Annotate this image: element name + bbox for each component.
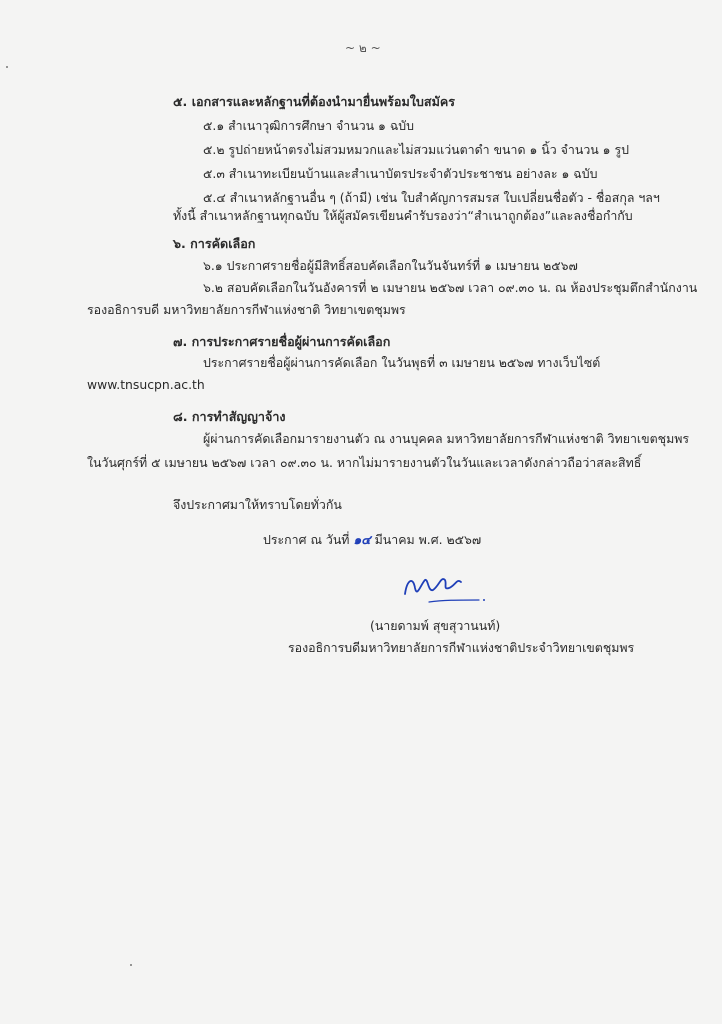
section6-item-1: ๖.๑ ประกาศรายชื่อผู้มีสิทธิ์สอบคัดเลือกในวันจันทร์ที่ ๑ เมษายน ๒๕๖๗ — [203, 258, 578, 273]
announce-suffix: มีนาคม พ.ศ. ๒๕๖๗ — [374, 532, 482, 547]
section6-item-2-line2: รองอธิการบดี มหาวิทยาลัยการกีฬาแห่งชาติ วิทยาเขตชุมพร — [87, 302, 406, 317]
closing-text: จึงประกาศมาให้ทราบโดยทั่วกัน — [173, 497, 342, 512]
announce-line — [263, 532, 481, 548]
section8-line1: ผู้ผ่านการคัดเลือกมารายงานตัว ณ งานบุคคล มหาวิทยาลัยการกีฬาแห่งชาติ วิทยาเขตชุมพร — [203, 431, 690, 446]
signer-name: (นายดามพ์ สุขสุวานนท์) — [370, 618, 501, 633]
section6-heading: ๖. การคัดเลือก — [173, 236, 256, 251]
section5-item-2: ๕.๒ รูปถ่ายหน้าตรงไม่สวมหมวกและไม่สวมแว่นตาดำ ขนาด ๑ นิ้ว จำนวน ๑ รูป — [203, 142, 630, 157]
section7-heading: ๗. การประกาศรายชื่อผู้ผ่านการคัดเลือก — [173, 334, 391, 349]
signer-position: รองอธิการบดีมหาวิทยาลัยการกีฬาแห่งชาติประจำวิทยาเขตชุมพร — [288, 640, 635, 655]
section5-note: ทั้งนี้ สำเนาหลักฐานทุกฉบับ ให้ผู้สมัครเขียนคำรับรองว่า“สำเนาถูกต้อง”และลงชื่อกำกับ — [173, 208, 633, 223]
section6-item-2-line1: ๖.๒ สอบคัดเลือกในวันอังคารที่ ๒ เมษายน ๒๕๖๗ เวลา ๐๙.๓๐ น. ณ ห้องประชุมตึกสำนักงาน — [203, 280, 698, 295]
scan-speck — [6, 66, 8, 68]
section7-line1: ประกาศรายชื่อผู้ผ่านการคัดเลือก ในวันพุธที่ ๓ เมษายน ๒๕๖๗ ทางเว็บไซต์ — [203, 355, 601, 370]
section8-line2: ในวันศุกร์ที่ ๕ เมษายน ๒๕๖๗ เวลา ๐๙.๓๐ น. หากไม่มารายงานตัวในวันและเวลาดังกล่าวถือว่าสละสิทธิ์ — [87, 455, 642, 470]
section7-line2: www.tnsucpn.ac.th — [87, 377, 205, 392]
section5-item-3: ๕.๓ สำเนาทะเบียนบ้านและสำเนาบัตรประจำตัวประชาชน อย่างละ ๑ ฉบับ — [203, 166, 598, 181]
section8-heading: ๘. การทำสัญญาจ้าง — [173, 409, 286, 424]
announce-day-handwritten: ๑๔ — [353, 532, 371, 547]
page-number: ~ ๒ ~ — [345, 41, 381, 55]
section5-item-4: ๕.๔ สำเนาหลักฐานอื่น ๆ (ถ้ามี) เช่น ใบสำคัญการสมรส ใบเปลี่ยนชื่อตัว - ชื่อสกุล ฯลฯ — [203, 190, 660, 205]
section5-heading: ๕. เอกสารและหลักฐานที่ต้องนำมายื่นพร้อมใบสมัคร — [173, 94, 456, 109]
announce-prefix: ประกาศ ณ วันที่ — [263, 532, 350, 547]
section5-item-1: ๕.๑ สำเนาวุฒิการศึกษา จำนวน ๑ ฉบับ — [203, 118, 415, 133]
signature-mark — [395, 566, 495, 610]
scan-speck — [130, 964, 132, 966]
